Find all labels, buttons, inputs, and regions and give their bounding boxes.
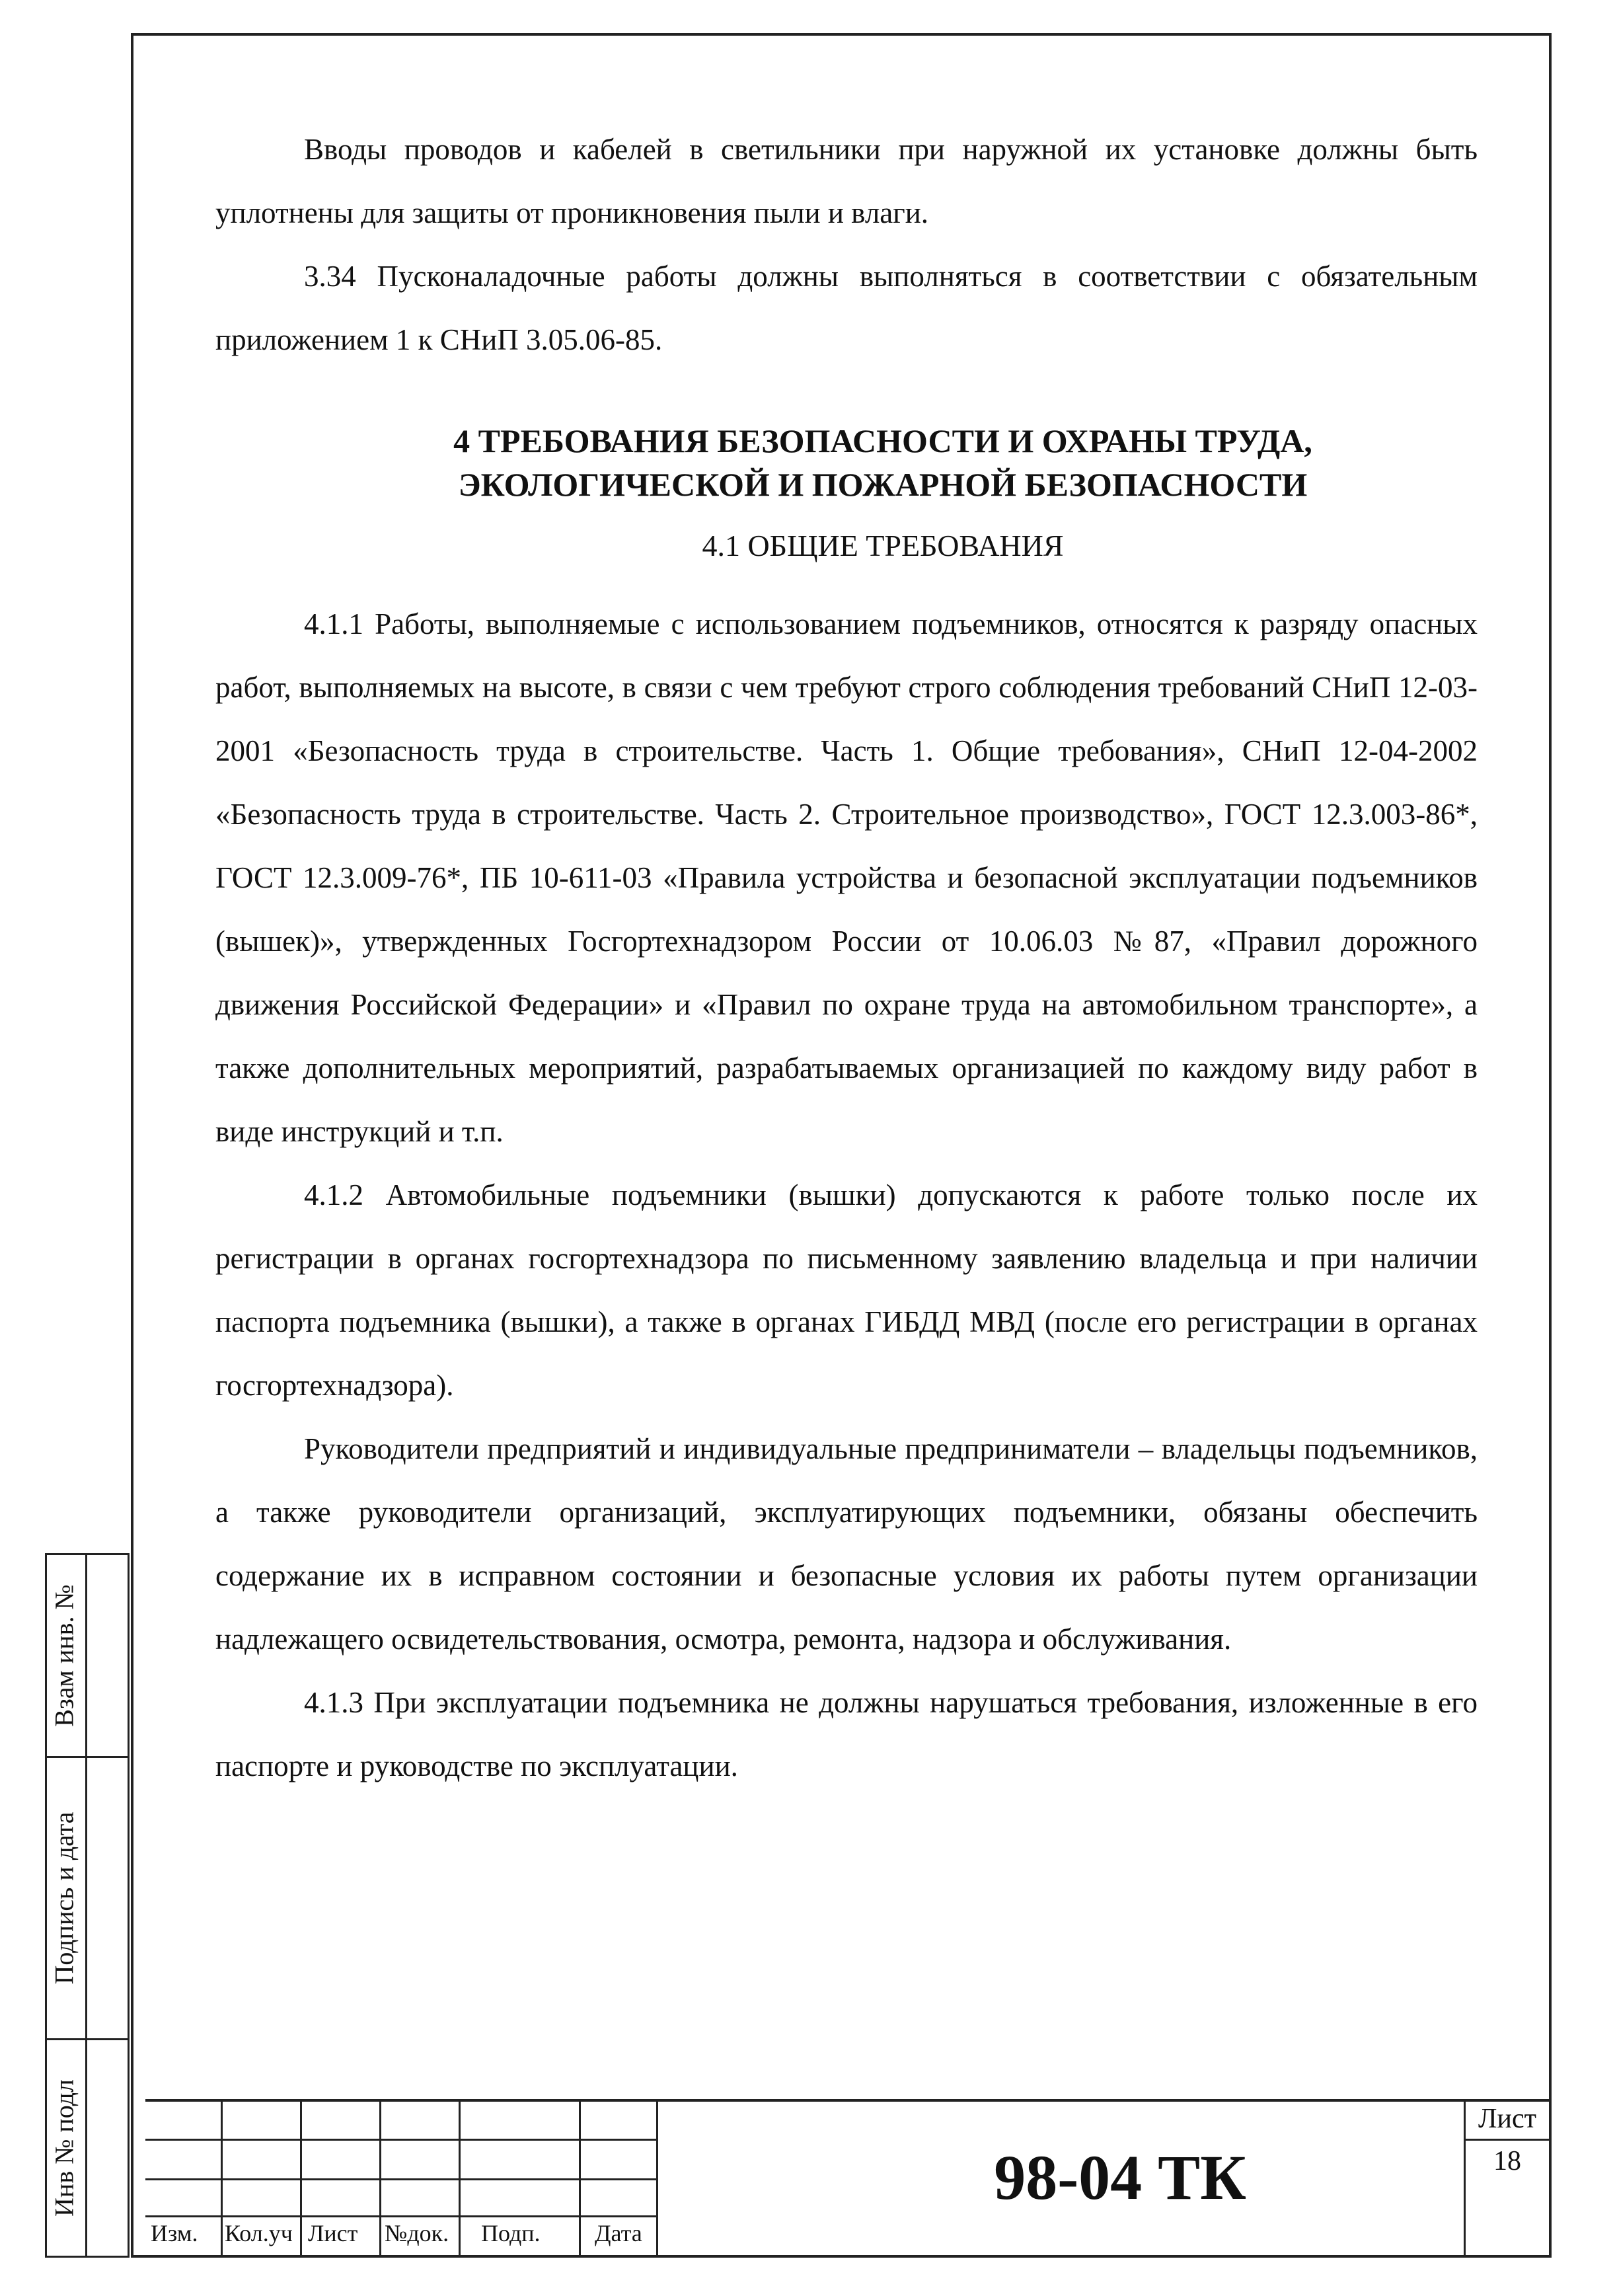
- col-label-list: Лист: [308, 2220, 358, 2246]
- sheet-label: Лист: [1466, 2099, 1549, 2141]
- side-stamp-podpis: [45, 1756, 130, 2040]
- paragraph-3-34: 3.34 Пусконаладочные работы должны выполняться в соответствии с обязательным приложением 1 к СНиП 3.05.06-85.: [215, 260, 1478, 356]
- col-label-data: Дата: [595, 2220, 642, 2246]
- section-heading-line-2: ЭКОЛОГИЧЕСКОЙ И ПОЖАРНОЙ БЕЗОПАСНОСТИ: [458, 466, 1308, 503]
- document-body: [215, 118, 1478, 1798]
- col-label-izm: Изм.: [151, 2220, 198, 2246]
- side-stamp-inv-podl: [45, 2038, 130, 2258]
- sheet-number: 18: [1493, 2146, 1521, 2176]
- paragraph-4-1-3: 4.1.3 При эксплуатации подъемника не должны нарушаться требования, изложенные в его паспорте и руководстве по эксплуатации.: [215, 1686, 1478, 1782]
- side-label-podpis-data: Подпись и дата: [49, 1812, 79, 1985]
- document-code: 98-04 ТК: [994, 2141, 1246, 2213]
- paragraph-managers: Руководители предприятий и индивидуальные предприниматели – владельцы подъемников, а также руководители организаций, эксплуатирующих подъемники, обязаны обеспечить содержание их в исправном состоянии и безопасные условия их работы путем организации надлежащего освидетельствования, осмотра, ремонта, надзора и обслуживания.: [215, 1432, 1478, 1656]
- paragraph-4-1-2: 4.1.2 Автомобильные подъемники (вышки) допускаются к работе только после их регистрации в органах госгортехнадзора по письменному заявлению владельца и при наличии паспорта подъемника (вышки), а также в органах ГИБДД МВД (после его регистрации в органах госгортехнадзора).: [215, 1178, 1478, 1402]
- paragraph-4-1-1: 4.1.1 Работы, выполняемые с использованием подъемников, относятся к разряду опасных работ, выполняемых на высоте, в связи с чем требуют строго соблюдения требований СНиП 12-03-2001 «Безопасность труда в строительстве. Часть 1. Общие требования», СНиП 12-04-2002 «Безопасность труда в строительстве. Часть 2. Строительное производство», ГОСТ 12.3.003-86*, ГОСТ 12.3.009-76*, ПБ 10-611-03 «Правила устройства и безопасной эксплуатации подъемников (вышек)», утвержденных Госгортехнадзором России от 10.06.03 №87, «Правил дорожного движения Российской Федерации» и «Правил по охране труда на автомобильном транспорте», а также дополнительных мероприятий, разрабатываемых организацией по каждому виду работ в виде инструкций и т.п.: [215, 607, 1478, 1148]
- col-label-ndok: №док.: [385, 2220, 449, 2246]
- sheet-box: [1464, 2099, 1549, 2255]
- paragraph-cable-entries: Вводы проводов и кабелей в светильники при наружной их установке должны быть уплотнены для защиты от проникновения пыли и влаги.: [215, 133, 1478, 229]
- col-label-kol: Кол.уч: [225, 2220, 293, 2246]
- side-stamp-vzam-inv: [45, 1553, 130, 1758]
- revision-grid: [145, 2099, 658, 2255]
- side-label-vzam-inv: Взам инв. №: [49, 1584, 79, 1727]
- subsection-heading: 4.1 ОБЩИЕ ТРЕБОВАНИЯ: [702, 529, 1064, 562]
- col-label-podp: Подп.: [481, 2220, 541, 2246]
- section-heading-line-1: 4 ТРЕБОВАНИЯ БЕЗОПАСНОСТИ И ОХРАНЫ ТРУДА,: [453, 422, 1312, 459]
- title-block: [145, 2099, 1549, 2255]
- side-label-inv-podl: Инв № подл: [49, 2079, 79, 2217]
